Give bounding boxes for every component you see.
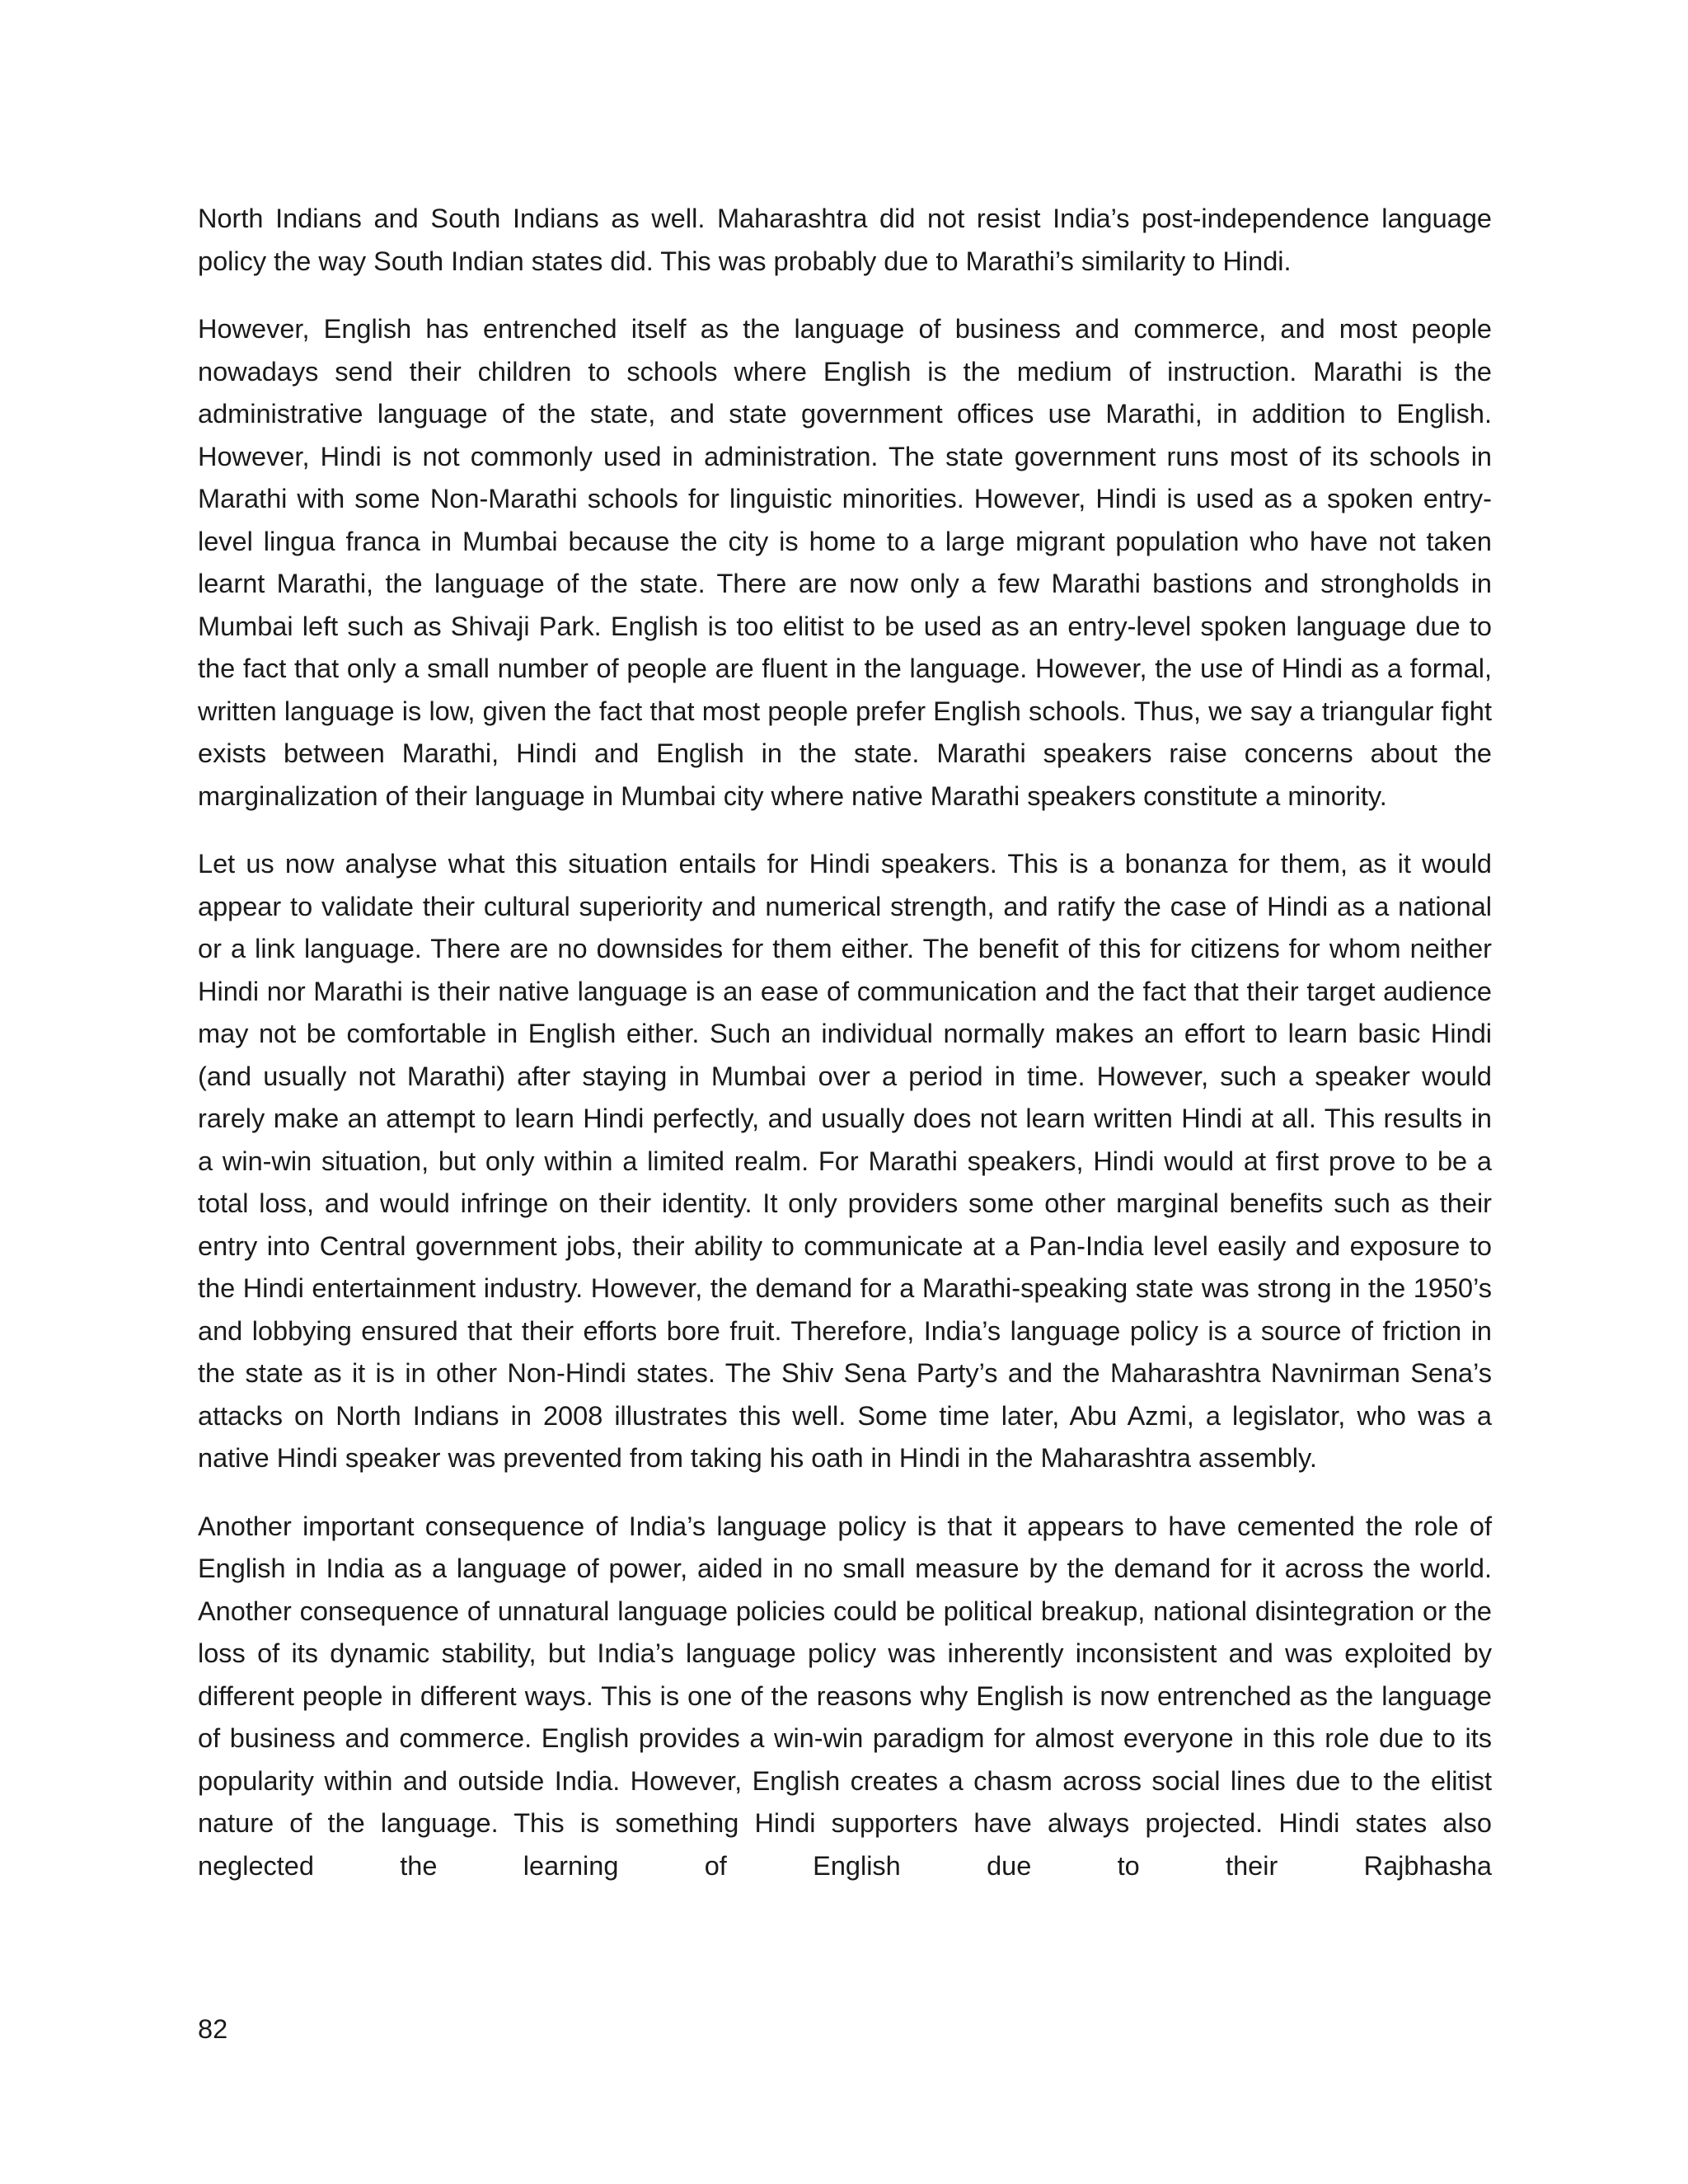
paragraph-3: Let us now analyse what this situation entails for Hindi speakers. This is a bonanza for them, as it would appear to validate their cultural superiority and numerical strength, and ratify the case of Hindi as a national or a link language. There are no downsides for them either. The benefit of this for citizens for whom neither Hindi nor Marathi is their native language is an ease of communication and the fact that their target audience may not be comfortable in English either. Such an individual normally makes an effort to learn basic Hindi (and usually not Marathi) after staying in Mumbai over a period in time. However, such a speaker would rarely make an attempt to learn Hindi perfectly, and usually does not learn written Hindi at all. This results in a win-win situation, but only within a limited realm. For Marathi speakers, Hindi would at first prove to be a total loss, and would infringe on their identity. It only providers some other marginal benefits such as their entry into Central government jobs, their ability to communicate at a Pan-India level easily and exposure to the Hindi entertainment industry. However, the demand for a Marathi-speaking state was strong in the 1950’s and lobbying ensured that their efforts bore fruit. Therefore, India’s language policy is a source of friction in the state as it is in other Non-Hindi states. The Shiv Sena Party’s and the Maharashtra Navnirman Sena’s attacks on North Indians in 2008 illustrates this well. Some time later, Abu Azmi, a legislator, who was a native Hindi speaker was prevented from taking his oath in Hindi in the Maharashtra assembly. (198, 849, 1492, 1473)
page-number: 82 (198, 2014, 228, 2044)
paragraph-1: North Indians and South Indians as well. Maharashtra did not resist India’s post-independence language policy the way South Indian states did. This was probably due to Marathi’s similarity to Hindi. (198, 204, 1492, 276)
paragraph-2: However, English has entrenched itself as the language of business and commerce, and most people nowadays send their children to schools where English is the medium of instruction. Marathi is the administrative language of the state, and state government offices use Marathi, in addition to English. However, Hindi is not commonly used in administration. The state government runs most of its schools in Marathi with some Non-Marathi schools for linguistic minorities. However, Hindi is used as a spoken entry-level lingua franca in Mumbai because the city is home to a large migrant population who have not taken learnt Marathi, the language of the state. There are now only a few Marathi bastions and strongholds in Mumbai left such as Shivaji Park. English is too elitist to be used as an entry-level spoken language due to the fact that only a small number of people are fluent in the language. However, the use of Hindi as a formal, written language is low, given the fact that most people prefer English schools. Thus, we say a triangular fight exists between Marathi, Hindi and English in the state. Marathi speakers raise concerns about the marginalization of their language in Mumbai city where native Marathi speakers constitute a minority. (198, 314, 1492, 811)
page-body (198, 198, 1492, 1887)
paragraph-4: Another important consequence of India’s language policy is that it appears to have cemented the role of English in India as a language of power, aided in no small measure by the demand for it across the world. Another consequence of unnatural language policies could be political breakup, national disintegration or the loss of its dynamic stability, but India’s language policy was inherently inconsistent and was exploited by different people in different ways. This is one of the reasons why English is now entrenched as the language of business and commerce. English provides a win-win paradigm for almost everyone in this role due to its popularity within and outside India. However, English creates a chasm across social lines due to the elitist nature of the language. This is something Hindi supporters have always projected. Hindi states also neglected the learning of English due to their Rajbhasha (198, 1511, 1492, 1881)
